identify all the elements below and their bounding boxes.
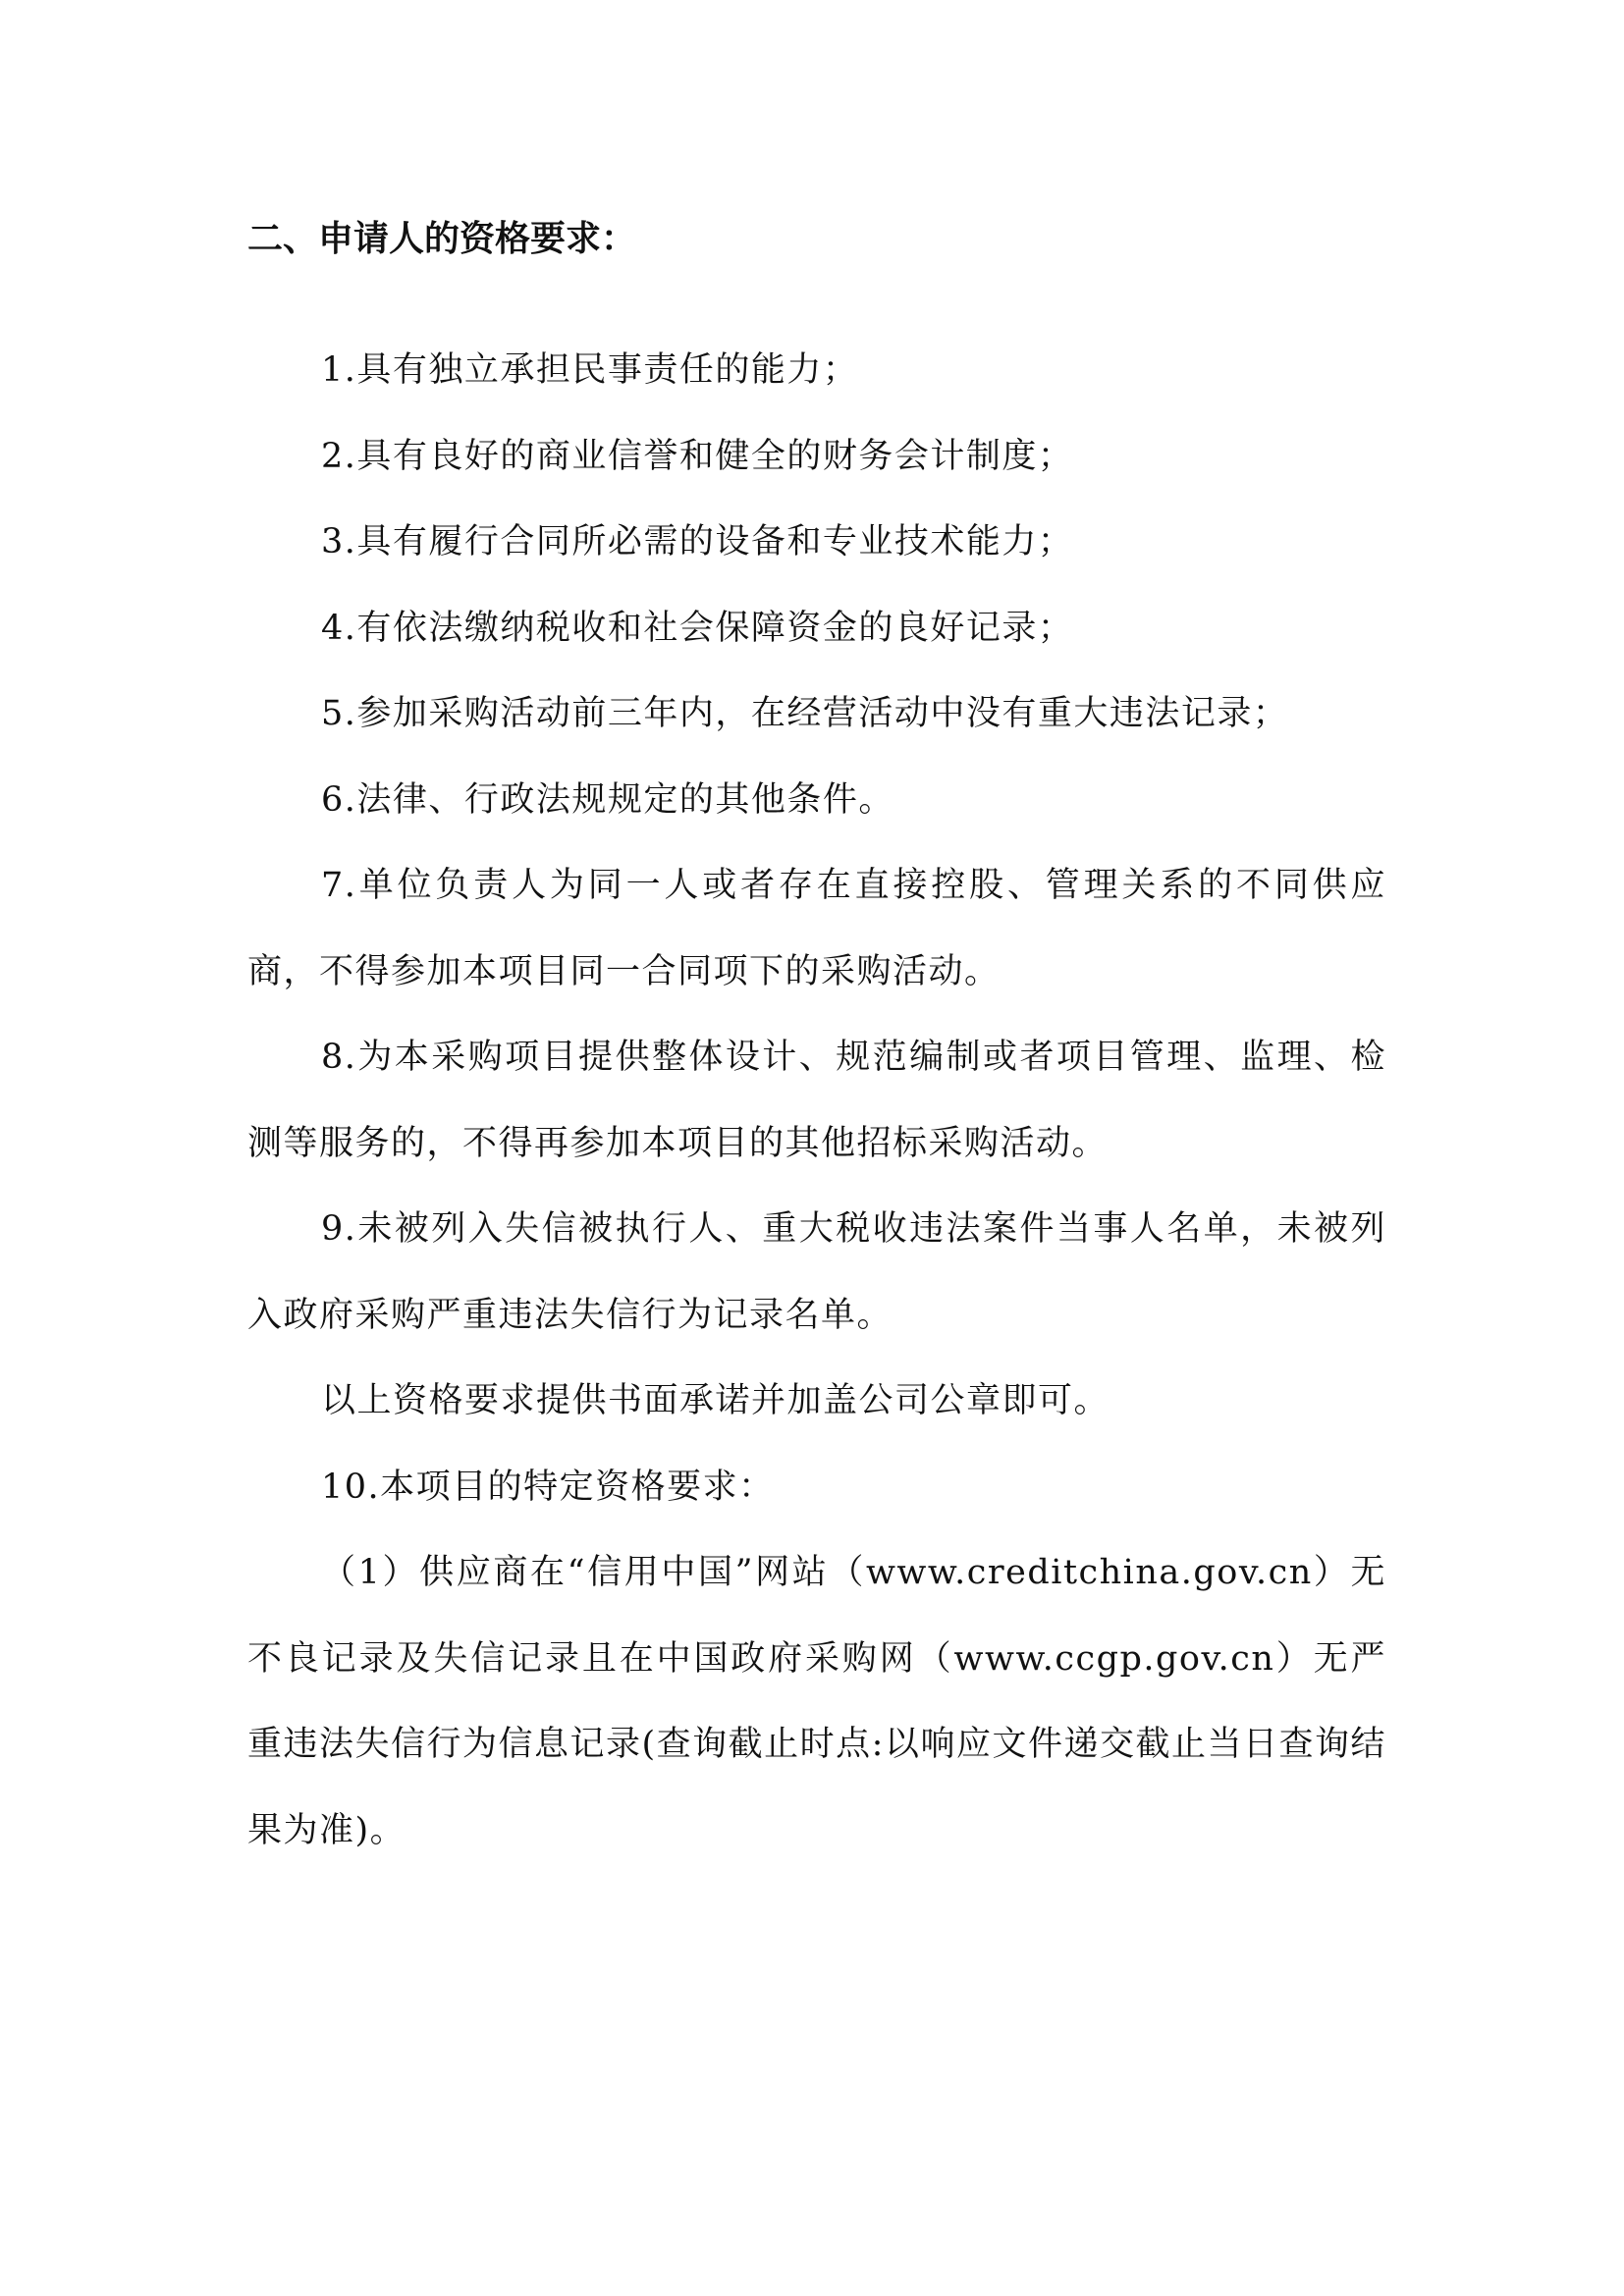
requirement-7: 7.单位负责人为同一人或者存在直接控股、管理关系的不同供应商，不得参加本项目同一合同项下的采购活动。 <box>247 866 1386 991</box>
requirement-6: 6.法律、行政法规规定的其他条件。 <box>321 779 894 820</box>
requirement-3: 3.具有履行合同所必需的设备和专业技术能力； <box>321 522 1074 561</box>
section-heading: 二、申请人的资格要求： <box>247 219 637 259</box>
requirement-1: 1.具有独立承担民事责任的能力； <box>321 350 859 390</box>
requirement-4: 4.有依法缴纳税收和社会保障资金的良好记录； <box>321 608 1074 648</box>
requirement-10-item-1: （1）供应商在“信用中国”网站（www.creditchina.gov.cn）无不良记录及失信记录且在中国政府采购网（www.ccgp.gov.cn）无严重违法失信行为信息记录(查询截止时点:以响应文件递交截止当日查询结果为准)。 <box>247 1553 1386 1850</box>
requirement-10: 10.本项目的特定资格要求： <box>321 1467 775 1507</box>
commitment-note: 以上资格要求提供书面承诺并加盖公司公章即可。 <box>321 1381 1110 1420</box>
document-body <box>247 206 1386 1874</box>
requirement-9: 9.未被列入失信被执行人、重大税收违法案件当事人名单，未被列入政府采购严重违法失信行为记录名单。 <box>247 1209 1386 1335</box>
requirement-8: 8.为本采购项目提供整体设计、规范编制或者项目管理、监理、检测等服务的，不得再参加本项目的其他招标采购活动。 <box>247 1038 1386 1163</box>
requirement-5: 5.参加采购活动前三年内，在经营活动中没有重大违法记录； <box>321 694 1289 733</box>
requirement-2: 2.具有良好的商业信誉和健全的财务会计制度； <box>321 436 1074 476</box>
